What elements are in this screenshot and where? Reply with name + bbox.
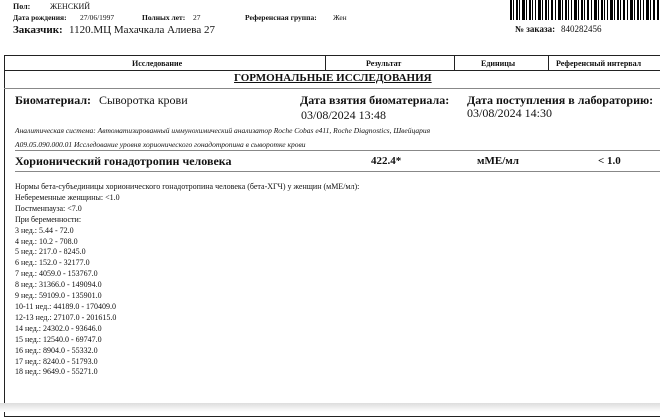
barcode-icon [510,0,660,20]
dob-value: 27/06/1997 [80,13,115,22]
norm-line: 4 нед.: 10.2 - 708.0 [15,236,78,246]
norm-line: 14 нед.: 24302.0 - 93646.0 [15,323,102,333]
norm-line: 6 нед.: 152.0 - 32177.0 [15,258,90,268]
test-result: 422.4* [371,155,402,167]
age-value: 27 [193,13,201,22]
norm-line: При беременности: [15,214,82,224]
biomaterial-label: Биоматериал: [15,93,92,107]
refgroup-label: Референсная группа: [245,13,317,22]
norm-line: 5 нед.: 217.0 - 8245.0 [15,247,86,257]
norm-line: 17 нед.: 8240.0 - 51793.0 [15,356,98,366]
test-name: Хорионический гонадотропин человека [15,154,232,168]
norm-line: Нормы бета-субъединицы хорионического гонадотропина человека (бета-ХГЧ) у женщин (мМЕ/мл): [15,182,360,191]
norm-line: 7 нед.: 4059.0 - 153767.0 [15,269,98,279]
norm-line: 3 нед.: 5.44 - 72.0 [15,225,74,235]
norms-list [15,182,359,378]
dob-label: Дата рождения: [13,13,67,22]
received-value: 03/08/2024 14:30 [467,106,553,120]
received-label: Дата поступления в лабораторию: [467,93,654,107]
norm-line: 16 нед.: 8904.0 - 55332.0 [15,345,98,355]
header-units: Единицы [481,59,516,68]
test-reference: < 1.0 [598,155,621,167]
sex-value: ЖЕНСКИЙ [50,2,91,11]
norm-line: 12-13 нед.: 27107.0 - 201615.0 [15,312,117,322]
section-title: ГОРМОНАЛЬНЫЕ ИССЛЕДОВАНИЯ [234,72,432,84]
header-reference: Референсный интервал [556,59,642,68]
collected-value: 03/08/2024 13:48 [301,108,387,122]
norm-line: 9 нед.: 59109.0 - 135901.0 [15,291,102,301]
test-units: мМЕ/мл [477,155,519,167]
norm-line: 10-11 нед.: 44189.0 - 170409.0 [15,301,117,311]
header-result: Результат [366,59,402,68]
sex-label: Пол: [13,2,31,11]
norm-line: 15 нед.: 12540.0 - 69747.0 [15,334,102,344]
analytic-system: Аналитическая система: Автоматизированный иммунохимический анализатор Roche Cobas e411, Roche Diagnostics, Швейцария [15,126,431,135]
customer-label: Заказчик: [13,24,63,36]
refgroup-value: Жен [333,13,347,22]
norm-line: 18 нед.: 9649.0 - 55271.0 [15,367,98,377]
norm-line: Небеременные женщины: <1.0 [15,192,120,202]
norm-line: Постменпауза: <7.0 [15,203,82,213]
norm-line: 8 нед.: 31366.0 - 149094.0 [15,280,102,290]
header-study: Исследование [132,59,183,68]
test-code: A09.05.090.000.01 Исследование уровня хорионического гонадотропина в сыворотке крови [15,140,306,149]
customer-value: 1120.МЦ Махачкала Алиева 27 [69,24,215,36]
collected-label: Дата взятия биоматериала: [300,93,450,107]
order-label: № заказа: [515,24,556,34]
age-label: Полных лет: [142,13,186,22]
biomaterial-value: Сыворотка крови [99,93,188,107]
order-number: 840282456 [561,24,602,34]
